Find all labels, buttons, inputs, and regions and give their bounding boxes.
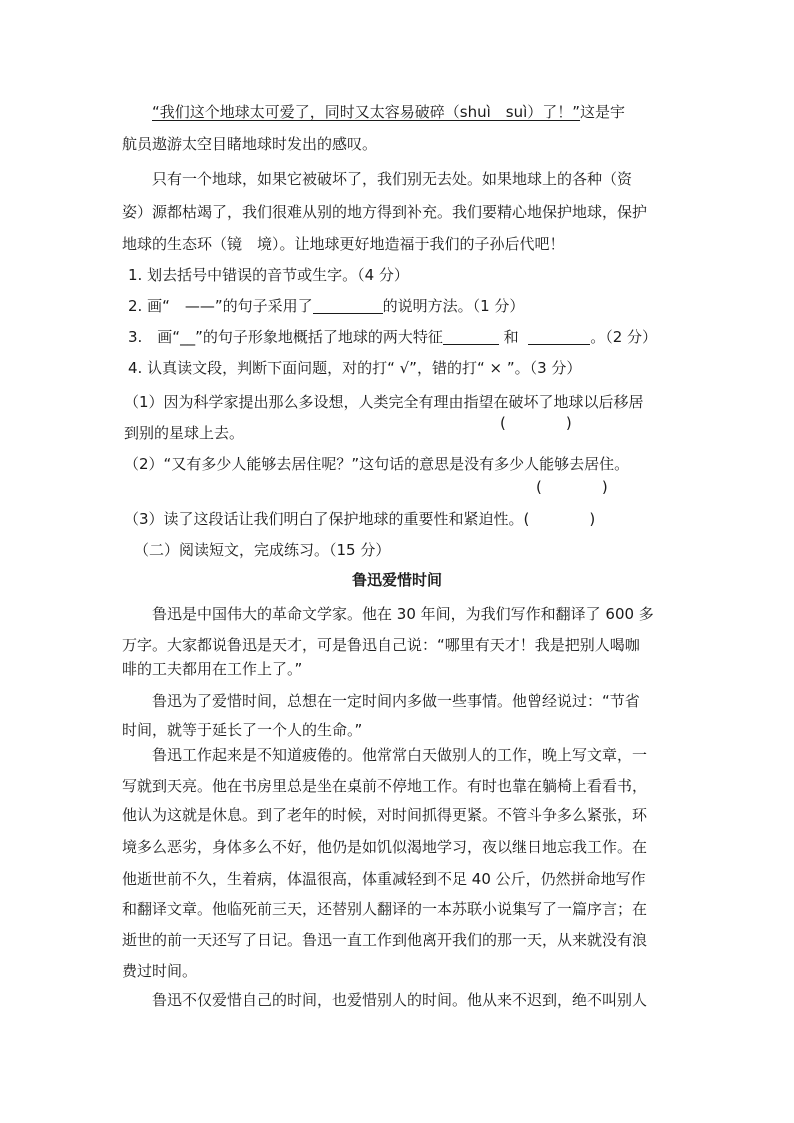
question-4: 4. 认真读文段，判断下面问题，对的打“ √”，错的打“ × ”。（3 分） xyxy=(128,359,582,377)
section-2-heading: （二）阅读短文，完成练习。（15 分） xyxy=(134,541,391,559)
sub-question-1-line-1: （1）因为科学家提出那么多设想，人类完全有理由指望在破坏了地球以后移居 xyxy=(124,393,644,411)
passage1-line-5: 地球的生态环（镜 境）。让地球更好地造福于我们的子孙后代吧！ xyxy=(122,235,565,253)
answer-paren-1[interactable]: ( ) xyxy=(500,414,572,432)
passage1-line-1 xyxy=(152,101,684,123)
passage1-line-2: 航员遨游太空目睹地球时发出的感叹。 xyxy=(122,135,378,153)
passage2-line-12: 逝世的前一天还写了日记。鲁迅一直工作到他离开我们的那一天，从来就没有浪 xyxy=(122,931,648,949)
answer-paren-2[interactable]: ( ) xyxy=(536,478,608,496)
question-2-text-a: 2. 画“ ——”的句子采用了 xyxy=(128,297,313,315)
question-3-text-a: 3. 画“__”的句子形象地概括了地球的两大特征 xyxy=(128,328,443,346)
underlined-quote: “我们这个地球太可爱了，同时又太容易破碎（shuì suì）了！” xyxy=(152,103,581,121)
question-2-text-b: 的说明方法。（1 分） xyxy=(382,297,525,315)
passage2-line-5: 时间，就等于延长了一个人的生命。” xyxy=(122,721,363,739)
sub-question-3: （3）读了这段话让我们明白了保护地球的重要性和紧迫性。( ) xyxy=(124,510,596,528)
passage2-line-4: 鲁迅为了爱惜时间，总想在一定时间内多做一些事情。他曾经说过：“节省 xyxy=(152,692,640,710)
answer-blank-3b[interactable] xyxy=(528,328,590,345)
answer-blank-3a[interactable] xyxy=(443,328,499,345)
passage2-line-11: 和翻译文章。他临死前三天，还替别人翻译的一本苏联小说集写了一篇序言；在 xyxy=(122,900,648,918)
question-3-text-b: 和 xyxy=(503,328,519,346)
passage2-line-8: 他认为这就是休息。到了老年的时候，对时间抓得更紧。不管斗争多么紧张，环 xyxy=(122,806,648,824)
question-1: 1. 划去括号中错误的音节或生字。（4 分） xyxy=(128,266,409,284)
passage2-line-6: 鲁迅工作起来是不知道疲倦的。他常常白天做别人的工作，晚上写文章，一 xyxy=(152,746,648,764)
passage2-line-14: 鲁迅不仅爱惜自己的时间，也爱惜别人的时间。他从来不迟到，绝不叫别人 xyxy=(152,991,648,1009)
passage2-line-2: 万字。大家都说鲁迅是天才，可是鲁迅自己说：“哪里有天才！我是把别人喝咖 xyxy=(122,636,640,654)
passage2-line-1: 鲁迅是中国伟大的革命文学家。他在 30 年间，为我们写作和翻译了 600 多 xyxy=(152,605,654,623)
passage2-line-10: 他逝世前不久，生着病，体温很高，体重减轻到不足 40 公斤，仍然拼命地写作 xyxy=(122,870,646,888)
passage2-line-7: 写就到天亮。他在书房里总是坐在桌前不停地工作。有时也靠在躺椅上看看书， xyxy=(122,777,648,795)
passage2-line-3: 啡的工夫都用在工作上了。” xyxy=(122,660,303,678)
passage2-title: 鲁迅爱惜时间 xyxy=(351,571,442,589)
answer-blank-2[interactable] xyxy=(313,297,383,314)
question-3-text-c: 。（2 分） xyxy=(590,328,658,346)
question-2 xyxy=(128,295,684,317)
question-3 xyxy=(128,326,684,348)
passage2-line-9: 境多么恶劣，身体多么不好，他仍是如饥似渴地学习，夜以继日地忘我工作。在 xyxy=(122,838,648,856)
passage1-line-3: 只有一个地球，如果它被破坏了，我们别无去处。如果地球上的各种（资 xyxy=(152,170,633,188)
sub-question-1-line-2: 到别的星球上去。 xyxy=(124,424,245,442)
passage1-line-4: 姿）源都枯竭了，我们很难从别的地方得到补充。我们要精心地保护地球，保护 xyxy=(122,203,648,221)
sub-question-2: （2）“又有多少人能够去居住呢？”这句话的意思是没有多少人能够去居住。 xyxy=(124,455,630,473)
passage2-line-13: 费过时间。 xyxy=(122,962,198,980)
quote-tail: 这是宇 xyxy=(580,103,626,121)
